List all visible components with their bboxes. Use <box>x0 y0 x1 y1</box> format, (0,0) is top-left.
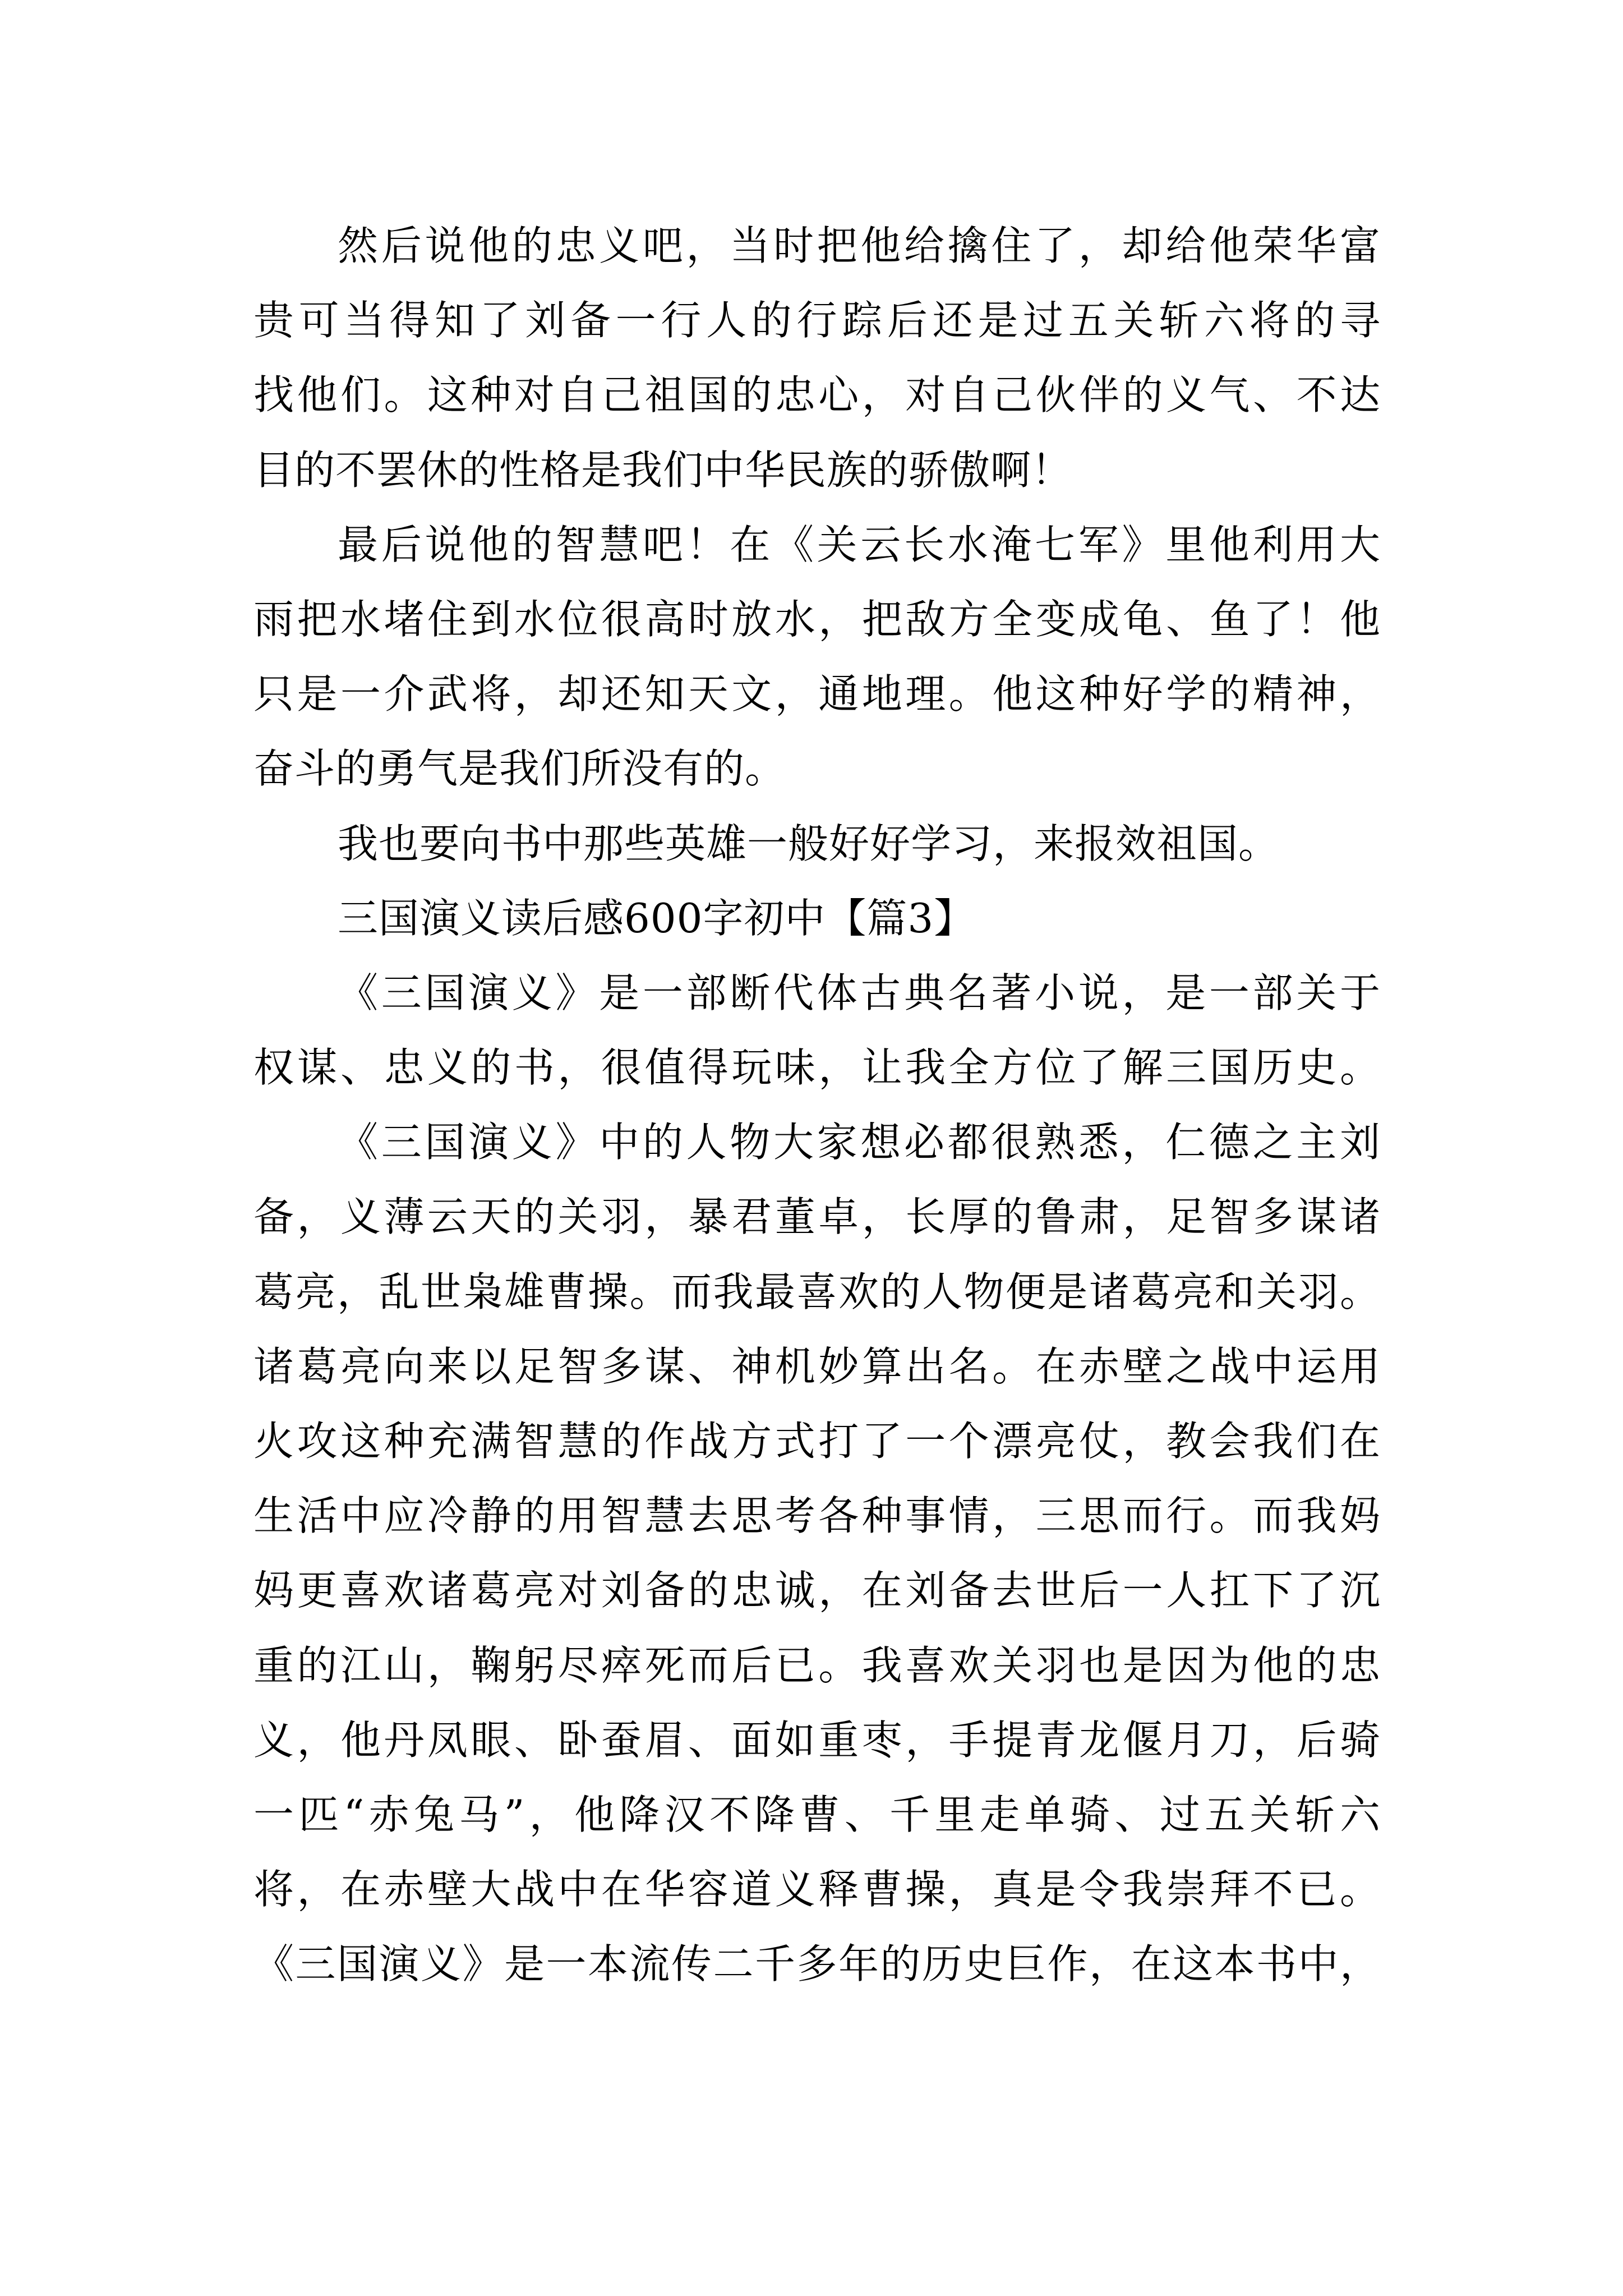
text-line: 一匹“赤兔马”，他降汉不降曹、千里走单骑、过五关斩六 <box>253 1791 1381 1838</box>
text-line: 《三国演义》是一部断代体古典名著小说，是一部关于 <box>338 969 1381 1016</box>
text-line: 找他们。这种对自己祖国的忠心，对自己伙伴的义气、不达 <box>253 371 1381 419</box>
text-line: 只是一介武将，却还知天文，通地理。他这种好学的精神， <box>253 670 1381 718</box>
text-line: 然后说他的忠义吧，当时把他给擒住了，却给他荣华富 <box>338 222 1381 269</box>
text-line: 葛亮，乱世枭雄曹操。而我最喜欢的人物便是诸葛亮和关羽。 <box>253 1268 1381 1315</box>
text-line: 将，在赤壁大战中在华容道义释曹操，真是令我崇拜不已。 <box>253 1866 1381 1913</box>
text-line: 生活中应冷静的用智慧去思考各种事情，三思而行。而我妈 <box>253 1492 1381 1540</box>
text-line: 妈更喜欢诸葛亮对刘备的忠诚，在刘备去世后一人扛下了沉 <box>253 1567 1381 1614</box>
text-line: 三国演义读后感600字初中【篇3】 <box>338 894 975 942</box>
text-line: 权谋、忠义的书，很值得玩味，让我全方位了解三国历史。 <box>253 1044 1381 1092</box>
text-line: 我也要向书中那些英雄一般好好学习，来报效祖国。 <box>338 820 1280 867</box>
document-body <box>253 209 1381 2002</box>
text-line: 火攻这种充满智慧的作战方式打了一个漂亮仗，教会我们在 <box>253 1418 1381 1465</box>
text-line: 备，义薄云天的关羽，暴君董卓，长厚的鲁肃，足智多谋诸 <box>253 1193 1381 1241</box>
text-line: 奋斗的勇气是我们所没有的。 <box>253 745 786 793</box>
text-line: 最后说他的智慧吧！在《关云长水淹七军》里他利用大 <box>338 521 1381 568</box>
text-line: 重的江山，鞠躬尽瘁死而后已。我喜欢关羽也是因为他的忠 <box>253 1641 1381 1689</box>
text-line: 雨把水堵住到水位很高时放水，把敌方全变成龟、鱼了！他 <box>253 595 1381 643</box>
text-line: 贵可当得知了刘备一行人的行踪后还是过五关斩六将的寻 <box>253 297 1381 344</box>
text-line: 义，他丹凤眼、卧蚕眉、面如重枣，手提青龙偃月刀，后骑 <box>253 1716 1381 1764</box>
text-line: 目的不罢休的性格是我们中华民族的骄傲啊！ <box>253 446 1073 494</box>
text-line: 诸葛亮向来以足智多谋、神机妙算出名。在赤壁之战中运用 <box>253 1342 1381 1390</box>
text-line: 《三国演义》中的人物大家想必都很熟悉，仁德之主刘 <box>338 1119 1381 1166</box>
text-line: 《三国演义》是一本流传二千多年的历史巨作，在这本书中， <box>253 1940 1381 1988</box>
